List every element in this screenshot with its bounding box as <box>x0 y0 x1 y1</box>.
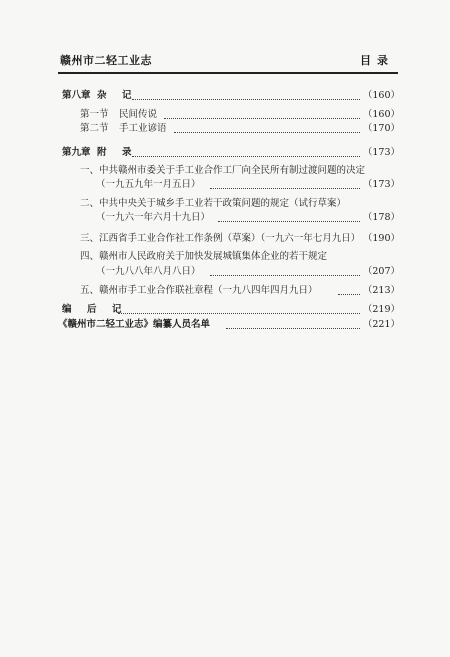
afterword-title: 编 后 记 <box>62 304 125 315</box>
section-title: 手工业谚语 <box>119 123 167 134</box>
toc-section[interactable] <box>0 108 450 122</box>
section-label: 第一节 <box>80 109 109 120</box>
toc-chapter-9[interactable] <box>0 146 450 160</box>
dot-leader <box>132 98 360 100</box>
dot-leader <box>164 117 360 119</box>
dot-leader <box>118 312 360 314</box>
appendix-date: （一九五九年一月五日） <box>96 179 201 190</box>
book-title: 赣州市二轻工业志 <box>60 54 152 67</box>
toc-chapter-8[interactable] <box>0 89 450 103</box>
section-title: 民间传说 <box>119 109 158 120</box>
page-number: （170） <box>362 123 400 134</box>
appendix-title: 一、中共赣州市委关于手工业合作工厂向全民所有制过渡问题的决定 <box>80 165 366 176</box>
chapter-label: 第八章 <box>62 90 91 101</box>
appendix-title: 二、中共中央关于城乡手工业若干政策问题的规定（试行草案） <box>80 198 347 209</box>
page-number: （173） <box>362 147 400 158</box>
dot-leader <box>132 155 360 157</box>
appendix-title: 四、赣州市人民政府关于加快发展城镇集体企业的若干规定 <box>80 251 328 262</box>
toc-appendix-item[interactable] <box>0 164 450 178</box>
dot-leader <box>210 274 360 276</box>
appendix-title: 五、赣州市手工业合作联社章程（一九八四年四月九日） <box>80 285 318 296</box>
toc-appendix-item[interactable] <box>0 284 450 298</box>
section-label: 第二节 <box>80 123 109 134</box>
appendix-title: 三、江西省手工业合作社工作条例（草案）（一九六一年七月九日） <box>80 233 361 244</box>
page-number: （219） <box>362 304 400 315</box>
page-number: （213） <box>362 285 400 296</box>
appendix-date: （一九六一年六月十九日） <box>96 212 211 223</box>
chapter-title: 杂 记 <box>97 90 135 101</box>
dot-leader <box>210 187 360 189</box>
toc-appendix-item[interactable] <box>0 250 450 264</box>
dot-leader <box>174 131 360 133</box>
dot-leader <box>226 327 360 329</box>
dot-leader <box>218 220 360 222</box>
page-number: （173） <box>362 179 400 190</box>
section-title: 目录 <box>360 54 394 67</box>
page-number: （160） <box>362 109 400 120</box>
page-number: （160） <box>362 90 400 101</box>
page-number: （190） <box>362 233 400 244</box>
toc-staff-list[interactable] <box>0 318 450 332</box>
chapter-label: 第九章 <box>62 147 91 158</box>
dot-leader <box>338 293 360 295</box>
toc-appendix-item[interactable] <box>0 265 450 279</box>
toc-section[interactable] <box>0 122 450 136</box>
toc-afterword[interactable] <box>0 303 450 317</box>
toc-appendix-item[interactable] <box>0 178 450 192</box>
staff-list-title: 《赣州市二轻工业志》编纂人员名单 <box>58 319 211 330</box>
page-number: （207） <box>362 266 400 277</box>
chapter-title: 附 录 <box>97 147 135 158</box>
appendix-date: （一九八八年八月八日） <box>96 266 201 277</box>
page-number: （178） <box>362 212 400 223</box>
toc-appendix-item[interactable] <box>0 211 450 225</box>
toc-appendix-item[interactable] <box>0 232 450 246</box>
toc-appendix-item[interactable] <box>0 197 450 211</box>
page-number: （221） <box>362 319 400 330</box>
